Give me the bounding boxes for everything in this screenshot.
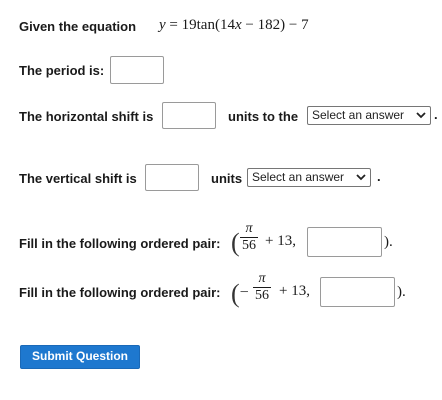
vertical-direction-select[interactable] xyxy=(247,168,371,187)
ordered-pair-1-open: ( xyxy=(231,228,240,257)
submit-question-button[interactable]: Submit Question xyxy=(20,345,140,369)
horizontal-period-mark: . xyxy=(434,107,438,122)
question-intro: Given the equation xyxy=(19,19,137,34)
ordered-pair-1-fraction xyxy=(240,222,258,253)
vertical-units-label: units xyxy=(211,171,243,186)
ordered-pair-1-close: ). xyxy=(384,234,393,250)
vertical-direction-value: Select an answer xyxy=(252,170,345,184)
ordered-pair-1-label: Fill in the following ordered pair: xyxy=(19,236,221,251)
eq-inner-const: 182 xyxy=(257,17,281,33)
pi-symbol: π xyxy=(245,221,253,236)
eq-coef: 19 xyxy=(181,17,197,33)
eq-inner-coef: 14 xyxy=(219,17,235,33)
vertical-shift-input[interactable] xyxy=(145,164,199,191)
eq-const: 7 xyxy=(301,17,309,33)
chevron-down-icon xyxy=(356,174,366,181)
horizontal-shift-label: The horizontal shift is xyxy=(19,109,154,124)
equation: y = 19tan(14x − 182) − 7 xyxy=(159,17,309,33)
ordered-pair-2-label: Fill in the following ordered pair: xyxy=(19,285,221,300)
ordered-pair-2-close: ). xyxy=(397,284,406,300)
ordered-pair-1-offset: + 13, xyxy=(265,233,296,249)
eq-func: tan xyxy=(196,17,215,33)
vertical-shift-label: The vertical shift is xyxy=(19,171,137,186)
horizontal-units-label: units to the xyxy=(228,109,299,124)
eq-minus-1: − xyxy=(245,17,254,33)
chevron-down-icon xyxy=(416,112,426,119)
period-input[interactable] xyxy=(110,56,164,84)
ordered-pair-2-offset: + 13, xyxy=(279,283,310,299)
eq-close: ) xyxy=(280,17,286,33)
ordered-pair-2-fraction xyxy=(253,272,271,303)
horizontal-shift-input[interactable] xyxy=(162,102,216,129)
eq-equals: = xyxy=(169,17,178,33)
eq-var: x xyxy=(234,17,242,33)
fraction-denominator: 56 xyxy=(255,288,269,303)
vertical-period-mark: . xyxy=(377,169,381,184)
pi-symbol: π xyxy=(258,271,266,286)
horizontal-direction-value: Select an answer xyxy=(312,108,405,122)
eq-lhs: y xyxy=(159,17,166,33)
eq-minus-2: − xyxy=(288,17,298,33)
ordered-pair-2-input[interactable] xyxy=(320,277,395,307)
period-label: The period is: xyxy=(19,63,105,78)
ordered-pair-2-open: (− xyxy=(231,279,249,308)
ordered-pair-1-input[interactable] xyxy=(307,227,382,257)
horizontal-direction-select[interactable] xyxy=(307,106,431,125)
fraction-denominator: 56 xyxy=(242,238,256,253)
